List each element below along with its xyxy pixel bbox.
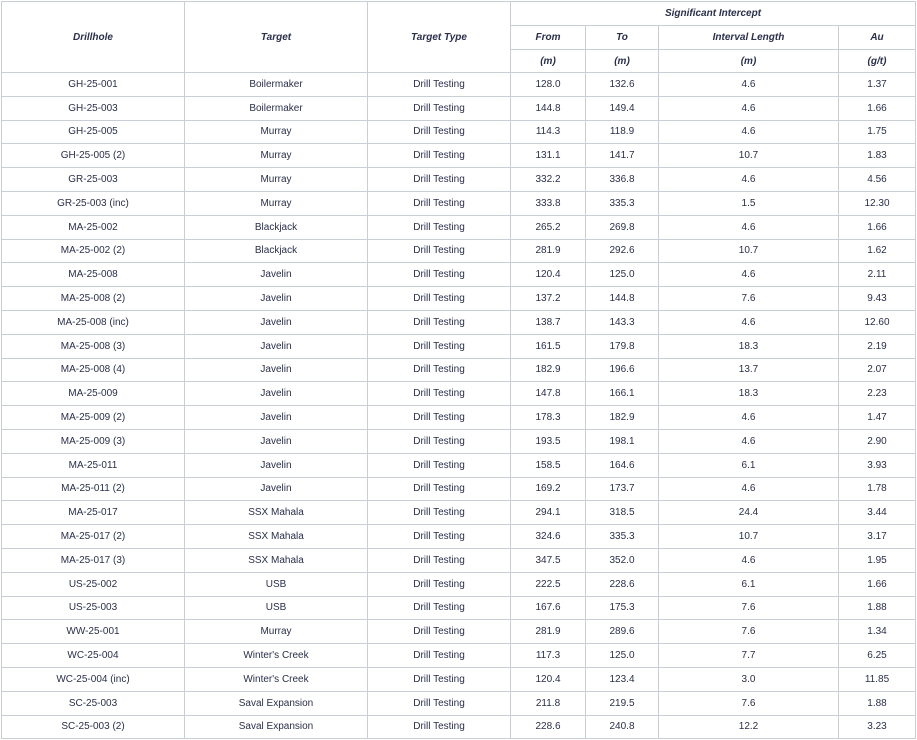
au-cell: 6.25 xyxy=(839,644,916,668)
to-cell: 182.9 xyxy=(586,406,659,430)
drillhole-cell: WC-25-004 (inc) xyxy=(2,667,185,691)
header-from: From xyxy=(511,26,586,50)
target-cell: Winter's Creek xyxy=(185,644,368,668)
target-cell: SSX Mahala xyxy=(185,548,368,572)
drillhole-cell: MA-25-008 (4) xyxy=(2,358,185,382)
target-cell: Javelin xyxy=(185,382,368,406)
to-cell: 336.8 xyxy=(586,168,659,192)
target-cell: Javelin xyxy=(185,358,368,382)
intercept-table xyxy=(1,1,916,739)
target-type-cell: Drill Testing xyxy=(368,644,511,668)
target-cell: Javelin xyxy=(185,287,368,311)
drillhole-cell: GH-25-005 xyxy=(2,120,185,144)
from-cell: 138.7 xyxy=(511,310,586,334)
target-type-cell: Drill Testing xyxy=(368,310,511,334)
from-cell: 169.2 xyxy=(511,477,586,501)
to-cell: 125.0 xyxy=(586,644,659,668)
table-row xyxy=(2,406,916,430)
target-type-cell: Drill Testing xyxy=(368,96,511,120)
table-row xyxy=(2,168,916,192)
interval-length-cell: 10.7 xyxy=(659,144,839,168)
table-row xyxy=(2,453,916,477)
table-row xyxy=(2,548,916,572)
unit-to: (m) xyxy=(586,50,659,73)
from-cell: 347.5 xyxy=(511,548,586,572)
target-cell: SSX Mahala xyxy=(185,525,368,549)
au-cell: 1.37 xyxy=(839,73,916,97)
target-type-cell: Drill Testing xyxy=(368,144,511,168)
target-cell: Murray xyxy=(185,191,368,215)
target-cell: Boilermaker xyxy=(185,73,368,97)
unit-au: (g/t) xyxy=(839,50,916,73)
to-cell: 219.5 xyxy=(586,691,659,715)
from-cell: 131.1 xyxy=(511,144,586,168)
target-type-cell: Drill Testing xyxy=(368,358,511,382)
table-row xyxy=(2,96,916,120)
to-cell: 179.8 xyxy=(586,334,659,358)
target-type-cell: Drill Testing xyxy=(368,429,511,453)
to-cell: 269.8 xyxy=(586,215,659,239)
header-au: Au xyxy=(839,26,916,50)
interval-length-cell: 4.6 xyxy=(659,477,839,501)
from-cell: 161.5 xyxy=(511,334,586,358)
unit-interval-length: (m) xyxy=(659,50,839,73)
from-cell: 137.2 xyxy=(511,287,586,311)
interval-length-cell: 4.6 xyxy=(659,215,839,239)
header-to: To xyxy=(586,26,659,50)
au-cell: 1.66 xyxy=(839,215,916,239)
target-cell: Murray xyxy=(185,168,368,192)
target-cell: Boilermaker xyxy=(185,96,368,120)
interval-length-cell: 4.6 xyxy=(659,96,839,120)
au-cell: 1.95 xyxy=(839,548,916,572)
interval-length-cell: 4.6 xyxy=(659,406,839,430)
drillhole-cell: MA-25-017 (2) xyxy=(2,525,185,549)
au-cell: 1.66 xyxy=(839,96,916,120)
interval-length-cell: 7.6 xyxy=(659,691,839,715)
interval-length-cell: 6.1 xyxy=(659,453,839,477)
drillhole-cell: MA-25-017 xyxy=(2,501,185,525)
drillhole-cell: GR-25-003 xyxy=(2,168,185,192)
from-cell: 147.8 xyxy=(511,382,586,406)
target-type-cell: Drill Testing xyxy=(368,191,511,215)
au-cell: 3.17 xyxy=(839,525,916,549)
from-cell: 114.3 xyxy=(511,120,586,144)
to-cell: 318.5 xyxy=(586,501,659,525)
drillhole-cell: WW-25-001 xyxy=(2,620,185,644)
interval-length-cell: 4.6 xyxy=(659,429,839,453)
drillhole-cell: MA-25-009 xyxy=(2,382,185,406)
from-cell: 128.0 xyxy=(511,73,586,97)
target-cell: Murray xyxy=(185,144,368,168)
drillhole-cell: GR-25-003 (inc) xyxy=(2,191,185,215)
to-cell: 123.4 xyxy=(586,667,659,691)
target-type-cell: Drill Testing xyxy=(368,168,511,192)
to-cell: 132.6 xyxy=(586,73,659,97)
interval-length-cell: 4.6 xyxy=(659,120,839,144)
target-cell: Saval Expansion xyxy=(185,715,368,739)
target-type-cell: Drill Testing xyxy=(368,287,511,311)
table-row xyxy=(2,667,916,691)
from-cell: 158.5 xyxy=(511,453,586,477)
target-type-cell: Drill Testing xyxy=(368,453,511,477)
drillhole-cell: GH-25-001 xyxy=(2,73,185,97)
interval-length-cell: 7.6 xyxy=(659,596,839,620)
from-cell: 211.8 xyxy=(511,691,586,715)
header-interval-length: Interval Length xyxy=(659,26,839,50)
target-type-cell: Drill Testing xyxy=(368,548,511,572)
target-type-cell: Drill Testing xyxy=(368,73,511,97)
target-type-cell: Drill Testing xyxy=(368,239,511,263)
to-cell: 196.6 xyxy=(586,358,659,382)
au-cell: 2.11 xyxy=(839,263,916,287)
table-body xyxy=(2,73,916,739)
drillhole-cell: MA-25-008 xyxy=(2,263,185,287)
table-row xyxy=(2,310,916,334)
au-cell: 1.88 xyxy=(839,691,916,715)
to-cell: 173.7 xyxy=(586,477,659,501)
header-target-type: Target Type xyxy=(368,2,511,73)
target-type-cell: Drill Testing xyxy=(368,334,511,358)
table-row xyxy=(2,715,916,739)
from-cell: 281.9 xyxy=(511,239,586,263)
target-type-cell: Drill Testing xyxy=(368,691,511,715)
au-cell: 1.34 xyxy=(839,620,916,644)
from-cell: 222.5 xyxy=(511,572,586,596)
target-cell: Javelin xyxy=(185,477,368,501)
from-cell: 167.6 xyxy=(511,596,586,620)
target-type-cell: Drill Testing xyxy=(368,406,511,430)
target-type-cell: Drill Testing xyxy=(368,120,511,144)
interval-length-cell: 4.6 xyxy=(659,263,839,287)
table-row xyxy=(2,525,916,549)
au-cell: 12.30 xyxy=(839,191,916,215)
target-cell: Javelin xyxy=(185,453,368,477)
drillhole-cell: SC-25-003 (2) xyxy=(2,715,185,739)
interval-length-cell: 7.6 xyxy=(659,287,839,311)
au-cell: 2.19 xyxy=(839,334,916,358)
header-significant-intercept: Significant Intercept xyxy=(511,2,916,26)
to-cell: 175.3 xyxy=(586,596,659,620)
target-type-cell: Drill Testing xyxy=(368,263,511,287)
interval-length-cell: 3.0 xyxy=(659,667,839,691)
interval-length-cell: 12.2 xyxy=(659,715,839,739)
target-cell: Javelin xyxy=(185,334,368,358)
target-cell: Saval Expansion xyxy=(185,691,368,715)
interval-length-cell: 10.7 xyxy=(659,239,839,263)
table-row xyxy=(2,191,916,215)
from-cell: 144.8 xyxy=(511,96,586,120)
table-row xyxy=(2,501,916,525)
drillhole-cell: MA-25-008 (3) xyxy=(2,334,185,358)
drillhole-cell: MA-25-002 xyxy=(2,215,185,239)
interval-length-cell: 10.7 xyxy=(659,525,839,549)
table-row xyxy=(2,287,916,311)
drillhole-cell: US-25-003 xyxy=(2,596,185,620)
au-cell: 9.43 xyxy=(839,287,916,311)
to-cell: 292.6 xyxy=(586,239,659,263)
drillhole-cell: MA-25-009 (3) xyxy=(2,429,185,453)
table-row xyxy=(2,239,916,263)
drillhole-cell: GH-25-003 xyxy=(2,96,185,120)
au-cell: 12.60 xyxy=(839,310,916,334)
to-cell: 228.6 xyxy=(586,572,659,596)
from-cell: 294.1 xyxy=(511,501,586,525)
interval-length-cell: 4.6 xyxy=(659,548,839,572)
target-type-cell: Drill Testing xyxy=(368,525,511,549)
interval-length-cell: 18.3 xyxy=(659,382,839,406)
table-row xyxy=(2,144,916,168)
target-type-cell: Drill Testing xyxy=(368,715,511,739)
au-cell: 1.62 xyxy=(839,239,916,263)
target-type-cell: Drill Testing xyxy=(368,572,511,596)
drillhole-cell: MA-25-011 (2) xyxy=(2,477,185,501)
au-cell: 3.23 xyxy=(839,715,916,739)
target-type-cell: Drill Testing xyxy=(368,477,511,501)
au-cell: 1.88 xyxy=(839,596,916,620)
from-cell: 193.5 xyxy=(511,429,586,453)
table-row xyxy=(2,691,916,715)
target-cell: Javelin xyxy=(185,310,368,334)
from-cell: 324.6 xyxy=(511,525,586,549)
target-cell: Murray xyxy=(185,620,368,644)
target-type-cell: Drill Testing xyxy=(368,667,511,691)
target-cell: USB xyxy=(185,596,368,620)
table-row xyxy=(2,620,916,644)
target-type-cell: Drill Testing xyxy=(368,620,511,644)
drillhole-cell: MA-25-008 (inc) xyxy=(2,310,185,334)
table-row xyxy=(2,429,916,453)
from-cell: 265.2 xyxy=(511,215,586,239)
drillhole-cell: MA-25-017 (3) xyxy=(2,548,185,572)
from-cell: 120.4 xyxy=(511,667,586,691)
to-cell: 125.0 xyxy=(586,263,659,287)
target-type-cell: Drill Testing xyxy=(368,215,511,239)
target-cell: Blackjack xyxy=(185,239,368,263)
drillhole-cell: SC-25-003 xyxy=(2,691,185,715)
au-cell: 2.90 xyxy=(839,429,916,453)
drillhole-cell: MA-25-009 (2) xyxy=(2,406,185,430)
target-type-cell: Drill Testing xyxy=(368,596,511,620)
au-cell: 3.93 xyxy=(839,453,916,477)
drillhole-cell: MA-25-002 (2) xyxy=(2,239,185,263)
au-cell: 1.47 xyxy=(839,406,916,430)
table-row xyxy=(2,120,916,144)
target-cell: USB xyxy=(185,572,368,596)
to-cell: 198.1 xyxy=(586,429,659,453)
table-row xyxy=(2,73,916,97)
table-row xyxy=(2,644,916,668)
target-cell: Javelin xyxy=(185,263,368,287)
from-cell: 117.3 xyxy=(511,644,586,668)
to-cell: 143.3 xyxy=(586,310,659,334)
au-cell: 1.78 xyxy=(839,477,916,501)
to-cell: 289.6 xyxy=(586,620,659,644)
to-cell: 118.9 xyxy=(586,120,659,144)
drillhole-cell: GH-25-005 (2) xyxy=(2,144,185,168)
table-row xyxy=(2,477,916,501)
from-cell: 182.9 xyxy=(511,358,586,382)
table-row xyxy=(2,334,916,358)
from-cell: 178.3 xyxy=(511,406,586,430)
target-cell: Javelin xyxy=(185,429,368,453)
target-cell: Winter's Creek xyxy=(185,667,368,691)
target-type-cell: Drill Testing xyxy=(368,501,511,525)
target-type-cell: Drill Testing xyxy=(368,382,511,406)
to-cell: 335.3 xyxy=(586,525,659,549)
to-cell: 335.3 xyxy=(586,191,659,215)
unit-from: (m) xyxy=(511,50,586,73)
from-cell: 228.6 xyxy=(511,715,586,739)
to-cell: 352.0 xyxy=(586,548,659,572)
from-cell: 120.4 xyxy=(511,263,586,287)
drillhole-cell: US-25-002 xyxy=(2,572,185,596)
to-cell: 144.8 xyxy=(586,287,659,311)
from-cell: 281.9 xyxy=(511,620,586,644)
to-cell: 149.4 xyxy=(586,96,659,120)
to-cell: 164.6 xyxy=(586,453,659,477)
interval-length-cell: 7.6 xyxy=(659,620,839,644)
table-row xyxy=(2,263,916,287)
to-cell: 240.8 xyxy=(586,715,659,739)
au-cell: 3.44 xyxy=(839,501,916,525)
interval-length-cell: 4.6 xyxy=(659,168,839,192)
interval-length-cell: 4.6 xyxy=(659,73,839,97)
from-cell: 332.2 xyxy=(511,168,586,192)
table-row xyxy=(2,382,916,406)
header-drillhole: Drillhole xyxy=(2,2,185,73)
au-cell: 1.75 xyxy=(839,120,916,144)
interval-length-cell: 7.7 xyxy=(659,644,839,668)
header-target: Target xyxy=(185,2,368,73)
au-cell: 4.56 xyxy=(839,168,916,192)
interval-length-cell: 4.6 xyxy=(659,310,839,334)
table-row xyxy=(2,358,916,382)
au-cell: 2.07 xyxy=(839,358,916,382)
table-row xyxy=(2,215,916,239)
drillhole-cell: WC-25-004 xyxy=(2,644,185,668)
au-cell: 1.66 xyxy=(839,572,916,596)
interval-length-cell: 24.4 xyxy=(659,501,839,525)
interval-length-cell: 13.7 xyxy=(659,358,839,382)
interval-length-cell: 18.3 xyxy=(659,334,839,358)
au-cell: 1.83 xyxy=(839,144,916,168)
target-cell: SSX Mahala xyxy=(185,501,368,525)
table-row xyxy=(2,572,916,596)
interval-length-cell: 1.5 xyxy=(659,191,839,215)
to-cell: 166.1 xyxy=(586,382,659,406)
au-cell: 2.23 xyxy=(839,382,916,406)
target-cell: Blackjack xyxy=(185,215,368,239)
drillhole-cell: MA-25-008 (2) xyxy=(2,287,185,311)
au-cell: 11.85 xyxy=(839,667,916,691)
target-cell: Javelin xyxy=(185,406,368,430)
table-row xyxy=(2,596,916,620)
interval-length-cell: 6.1 xyxy=(659,572,839,596)
to-cell: 141.7 xyxy=(586,144,659,168)
drillhole-cell: MA-25-011 xyxy=(2,453,185,477)
from-cell: 333.8 xyxy=(511,191,586,215)
target-cell: Murray xyxy=(185,120,368,144)
